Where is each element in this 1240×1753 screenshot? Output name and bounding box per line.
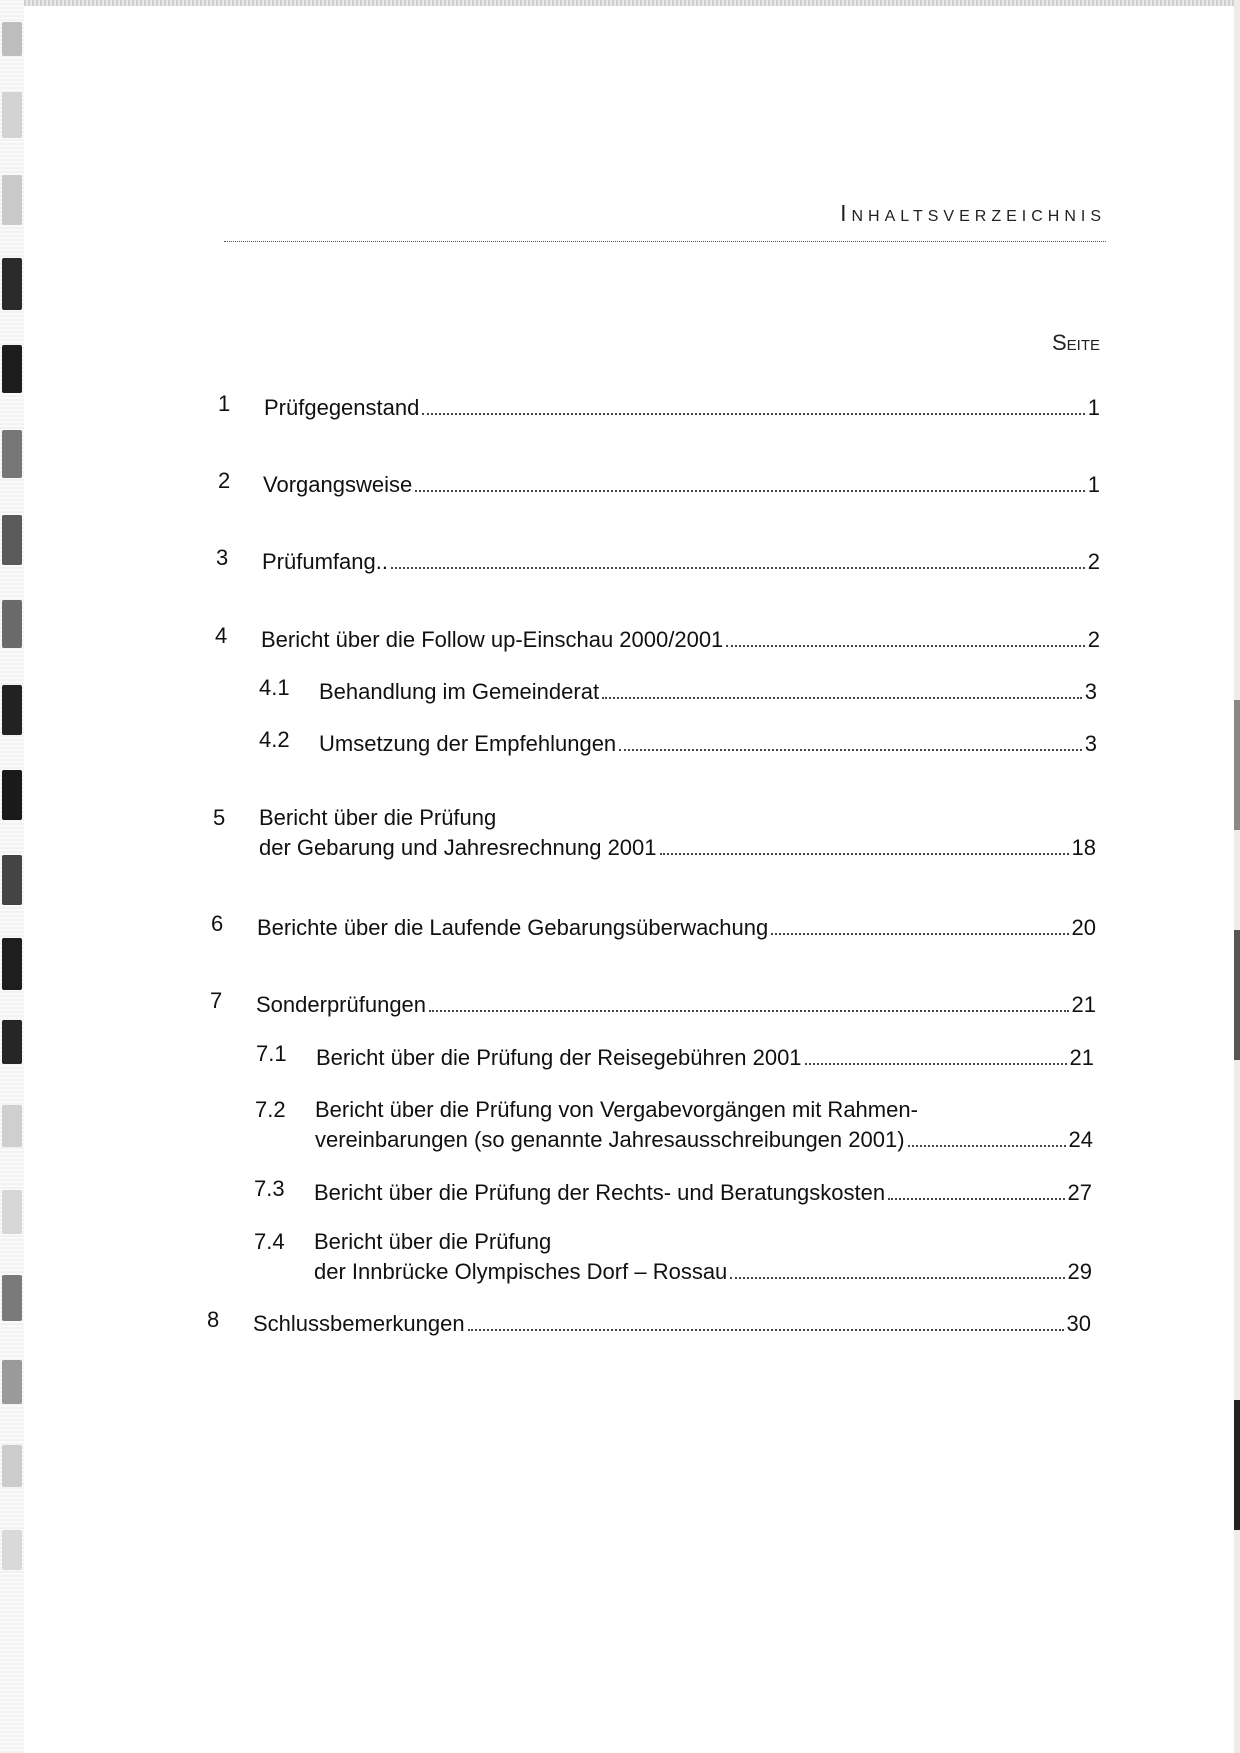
toc-dot-leader	[429, 1010, 1068, 1012]
toc-number: 7.3	[254, 1176, 285, 1201]
toc-dot-leader	[908, 1145, 1066, 1147]
binder-hole	[2, 685, 22, 735]
toc-title-line1: Bericht über die Prüfung von Vergabevorgängen mit Rahmen-	[315, 1097, 918, 1122]
toc-number: 4.2	[259, 727, 290, 752]
binder-hole	[2, 1530, 22, 1570]
binder-hole	[2, 345, 22, 393]
binder-hole	[2, 1275, 22, 1321]
toc-title: Sonderprüfungen	[256, 992, 427, 1017]
toc-number: 8	[207, 1307, 220, 1332]
toc-page-number: 21	[1069, 1045, 1094, 1070]
toc-entry[interactable]	[259, 726, 1097, 758]
toc-title-line1: Bericht über die Prüfung	[314, 1229, 552, 1254]
toc-page-number: 21	[1071, 992, 1096, 1017]
toc-dot-leader	[726, 645, 1084, 647]
toc-title: vereinbarungen (so genannte Jahresausschreibungen 2001)	[315, 1127, 905, 1152]
toc-title: Prüfumfang..	[262, 549, 388, 574]
binder-hole	[2, 22, 22, 56]
binder-hole	[2, 855, 22, 905]
toc-title: der Innbrücke Olympisches Dorf – Rossau	[314, 1259, 728, 1284]
page-column-label: Seite	[1051, 330, 1100, 355]
toc-dot-leader	[468, 1329, 1064, 1331]
binder-hole	[2, 1360, 22, 1404]
toc-number: 3	[216, 545, 229, 570]
toc-title: Vorgangsweise	[263, 472, 413, 497]
toc-page-number: 1	[1087, 395, 1100, 420]
toc-entry[interactable]	[255, 1097, 1093, 1154]
title-dotted-rule	[224, 241, 1106, 242]
toc-entry[interactable]	[211, 910, 1096, 942]
toc-entry[interactable]	[207, 1306, 1091, 1338]
binder-hole	[2, 938, 22, 990]
toc-title: Schlussbemerkungen	[253, 1311, 465, 1336]
toc-title: Prüfgegenstand	[264, 395, 420, 420]
toc-entry[interactable]	[210, 987, 1096, 1019]
toc-entry[interactable]	[216, 544, 1100, 576]
toc-page-number: 20	[1071, 915, 1096, 940]
toc-entry[interactable]	[218, 467, 1100, 499]
toc-page-number: 29	[1067, 1259, 1092, 1284]
toc-number: 7.1	[256, 1041, 287, 1066]
toc-dot-leader	[619, 749, 1082, 751]
scan-edge-right-shadow	[1234, 700, 1240, 830]
toc-entry[interactable]	[254, 1175, 1092, 1207]
toc-page-number: 1	[1087, 472, 1100, 497]
toc-number: 4	[215, 623, 228, 648]
scan-edge-right-shadow	[1234, 1400, 1240, 1530]
toc-title: Bericht über die Prüfung der Reisegebühren 2001	[316, 1045, 802, 1070]
toc-number: 1	[218, 391, 231, 416]
toc-page-number: 30	[1066, 1311, 1091, 1336]
page-title: Inhaltsverzeichnis	[840, 200, 1106, 226]
toc-dot-leader	[771, 933, 1068, 935]
binder-hole	[2, 1190, 22, 1234]
toc-page-number: 24	[1068, 1127, 1093, 1152]
toc-page-number: 18	[1071, 835, 1096, 860]
scan-edge-right-shadow	[1234, 930, 1240, 1060]
toc-entry[interactable]	[259, 674, 1097, 706]
binder-hole	[2, 175, 22, 225]
binder-hole	[2, 92, 22, 138]
toc-page-number: 27	[1067, 1180, 1092, 1205]
toc-dot-leader	[805, 1063, 1067, 1065]
toc-page-number: 3	[1084, 679, 1097, 704]
toc-dot-leader	[415, 490, 1085, 492]
toc-number: 7.2	[255, 1097, 286, 1122]
toc-title: Umsetzung der Empfehlungen	[319, 731, 617, 756]
toc-dot-leader	[660, 853, 1069, 855]
toc-dot-leader	[888, 1198, 1064, 1200]
toc-number: 4.1	[259, 675, 290, 700]
toc-title: der Gebarung und Jahresrechnung 2001	[259, 835, 657, 860]
toc-title: Bericht über die Prüfung der Rechts- und Beratungskosten	[314, 1180, 886, 1205]
toc-number: 6	[211, 911, 224, 936]
toc-title: Berichte über die Laufende Gebarungsüberwachung	[257, 915, 769, 940]
binder-hole	[2, 1020, 22, 1064]
toc-entry[interactable]	[256, 1040, 1094, 1072]
toc-title-line1: Bericht über die Prüfung	[259, 805, 497, 830]
scan-edge-top	[0, 0, 1240, 6]
binder-hole	[2, 1105, 22, 1147]
toc-entry[interactable]	[218, 390, 1100, 422]
toc-dot-leader	[602, 697, 1082, 699]
toc-entry[interactable]	[213, 805, 1096, 862]
toc-title: Behandlung im Gemeinderat	[319, 679, 600, 704]
toc-dot-leader	[391, 567, 1085, 569]
binder-hole	[2, 258, 22, 310]
toc-number: 5	[213, 805, 226, 830]
binder-hole	[2, 515, 22, 565]
toc-entry[interactable]	[254, 1229, 1092, 1286]
toc-entry[interactable]	[215, 622, 1100, 654]
toc-dot-leader	[422, 413, 1084, 415]
toc-number: 7	[210, 988, 223, 1013]
binder-hole	[2, 1445, 22, 1487]
toc-page-number: 3	[1084, 731, 1097, 756]
binder-hole	[2, 600, 22, 648]
toc-number: 2	[218, 468, 231, 493]
binder-hole	[2, 430, 22, 478]
toc-page-number: 2	[1087, 549, 1100, 574]
toc-number: 7.4	[254, 1229, 285, 1254]
toc-title: Bericht über die Follow up-Einschau 2000/2001	[261, 627, 724, 652]
toc-dot-leader	[730, 1277, 1064, 1279]
binder-hole	[2, 770, 22, 820]
toc-page-number: 2	[1087, 627, 1100, 652]
